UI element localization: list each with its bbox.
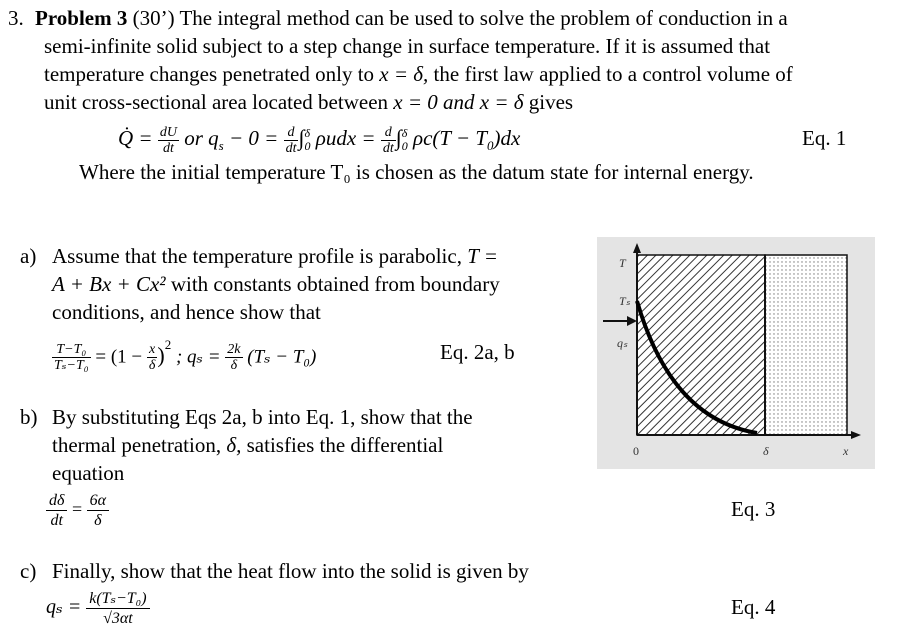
part-b-line1: By substituting Eqs 2a, b into Eq. 1, show that the	[52, 405, 473, 429]
eq1-label: Eq. 1	[802, 126, 847, 150]
frac-temp-ratio: $\frac{\text{T−T₀}}{\text{Tₛ−T₀}}$	[54, 342, 89, 374]
frac-ddelta-dt: $\frac{d\delta}{dt}$	[46, 491, 67, 530]
math-range: x = 0 and x = δ	[393, 90, 524, 114]
problem-title: Problem 3	[35, 6, 128, 30]
label-x: x	[843, 444, 849, 458]
figure-svg	[597, 237, 875, 469]
part-c-line1: Finally, show that the heat flow into the solid is given by	[52, 559, 529, 583]
frac-6alpha-delta: $\frac{6\alpha}{\delta}$	[87, 491, 109, 530]
equation-4: qₛ = $\frac{\text{k(Tₛ−T₀)}}{√3\alpha t}$	[46, 585, 150, 629]
frac-du-dt: $\frac{dU}{dt}$	[159, 124, 177, 156]
math-x-delta: x = δ,	[379, 62, 429, 86]
label-delta: δ	[763, 444, 769, 458]
label-T: T	[619, 256, 626, 270]
temperature-profile-figure	[597, 237, 875, 469]
part-c-marker: c)	[20, 559, 37, 583]
frac-d-dt-2: $\frac{d}{dt}$	[382, 124, 394, 156]
frac-x-delta: $\frac{x}{\delta}$	[148, 342, 156, 374]
part-b-marker: b)	[20, 405, 38, 429]
equation-1: Q̇ = $\frac{dU}{dt}$ or $q_s - 0$ = $\frac{d}{dt}$ ∫ δ 0 ρudx = $\frac{d}{dt}$ ∫ δ 0 $\rho c(T - T_0)dx$	[118, 124, 521, 156]
part-a-line1: Assume that the temperature profile is parabolic, T =	[52, 244, 498, 268]
label-qs: qₛ	[617, 336, 628, 350]
eq3-label: Eq. 3	[731, 497, 776, 521]
x-axis-arrow	[851, 431, 861, 439]
dotted-region	[765, 255, 847, 435]
problem-line4: unit cross-sectional area located between x = 0 and x = δ gives	[44, 90, 574, 114]
part-a-marker: a)	[20, 244, 37, 268]
frac-d-dt-1: $\frac{d}{dt}$	[285, 124, 297, 156]
frac-2k-delta: $\frac{2k}{\delta}$	[227, 342, 241, 374]
equation-2: $\frac{\text{T−T₀}}{\text{Tₛ−T₀}}$ = (1 − $\frac{x}{\delta}$ )$^2$ ; qₛ = $\frac{2k}{\delta}$ (Tₛ − T₀)	[54, 337, 317, 374]
problem-number: 3.	[8, 6, 24, 30]
problem-header-line1	[8, 4, 788, 32]
problem-line1: The integral method can be used to solve the problem of conduction in a	[179, 6, 788, 30]
label-Ts: Tₛ	[619, 294, 631, 308]
part-a-line3: conditions, and hence show that	[52, 300, 321, 324]
eq2-label: Eq. 2a, b	[440, 340, 515, 364]
y-axis-arrow	[633, 243, 641, 253]
qs-arrow-head	[627, 316, 637, 326]
frac-heat-flow: $\frac{\text{k(Tₛ−T₀)}}{√3\alpha t}$	[86, 589, 149, 628]
part-b-line3: equation	[52, 461, 125, 485]
label-zero: 0	[633, 444, 639, 458]
problem-line2: semi-infinite solid subject to a step change in surface temperature. If it is assumed that	[44, 34, 771, 58]
equation-3: $\frac{d\delta}{dt}$ = $\frac{6\alpha}{\delta}$	[46, 487, 109, 531]
part-b-line2: thermal penetration, δ, satisfies the differential	[52, 433, 444, 457]
problem-line3: temperature changes penetrated only to x = δ, the first law applied to a control volume of	[44, 62, 793, 86]
part-a-line2: A + Bx + Cx² with constants obtained from boundary	[52, 272, 500, 296]
problem-points: (30’)	[132, 6, 175, 30]
where-line: Where the initial temperature T₀ is chosen as the datum state for internal energy.	[79, 160, 754, 184]
eq4-label: Eq. 4	[731, 595, 776, 619]
